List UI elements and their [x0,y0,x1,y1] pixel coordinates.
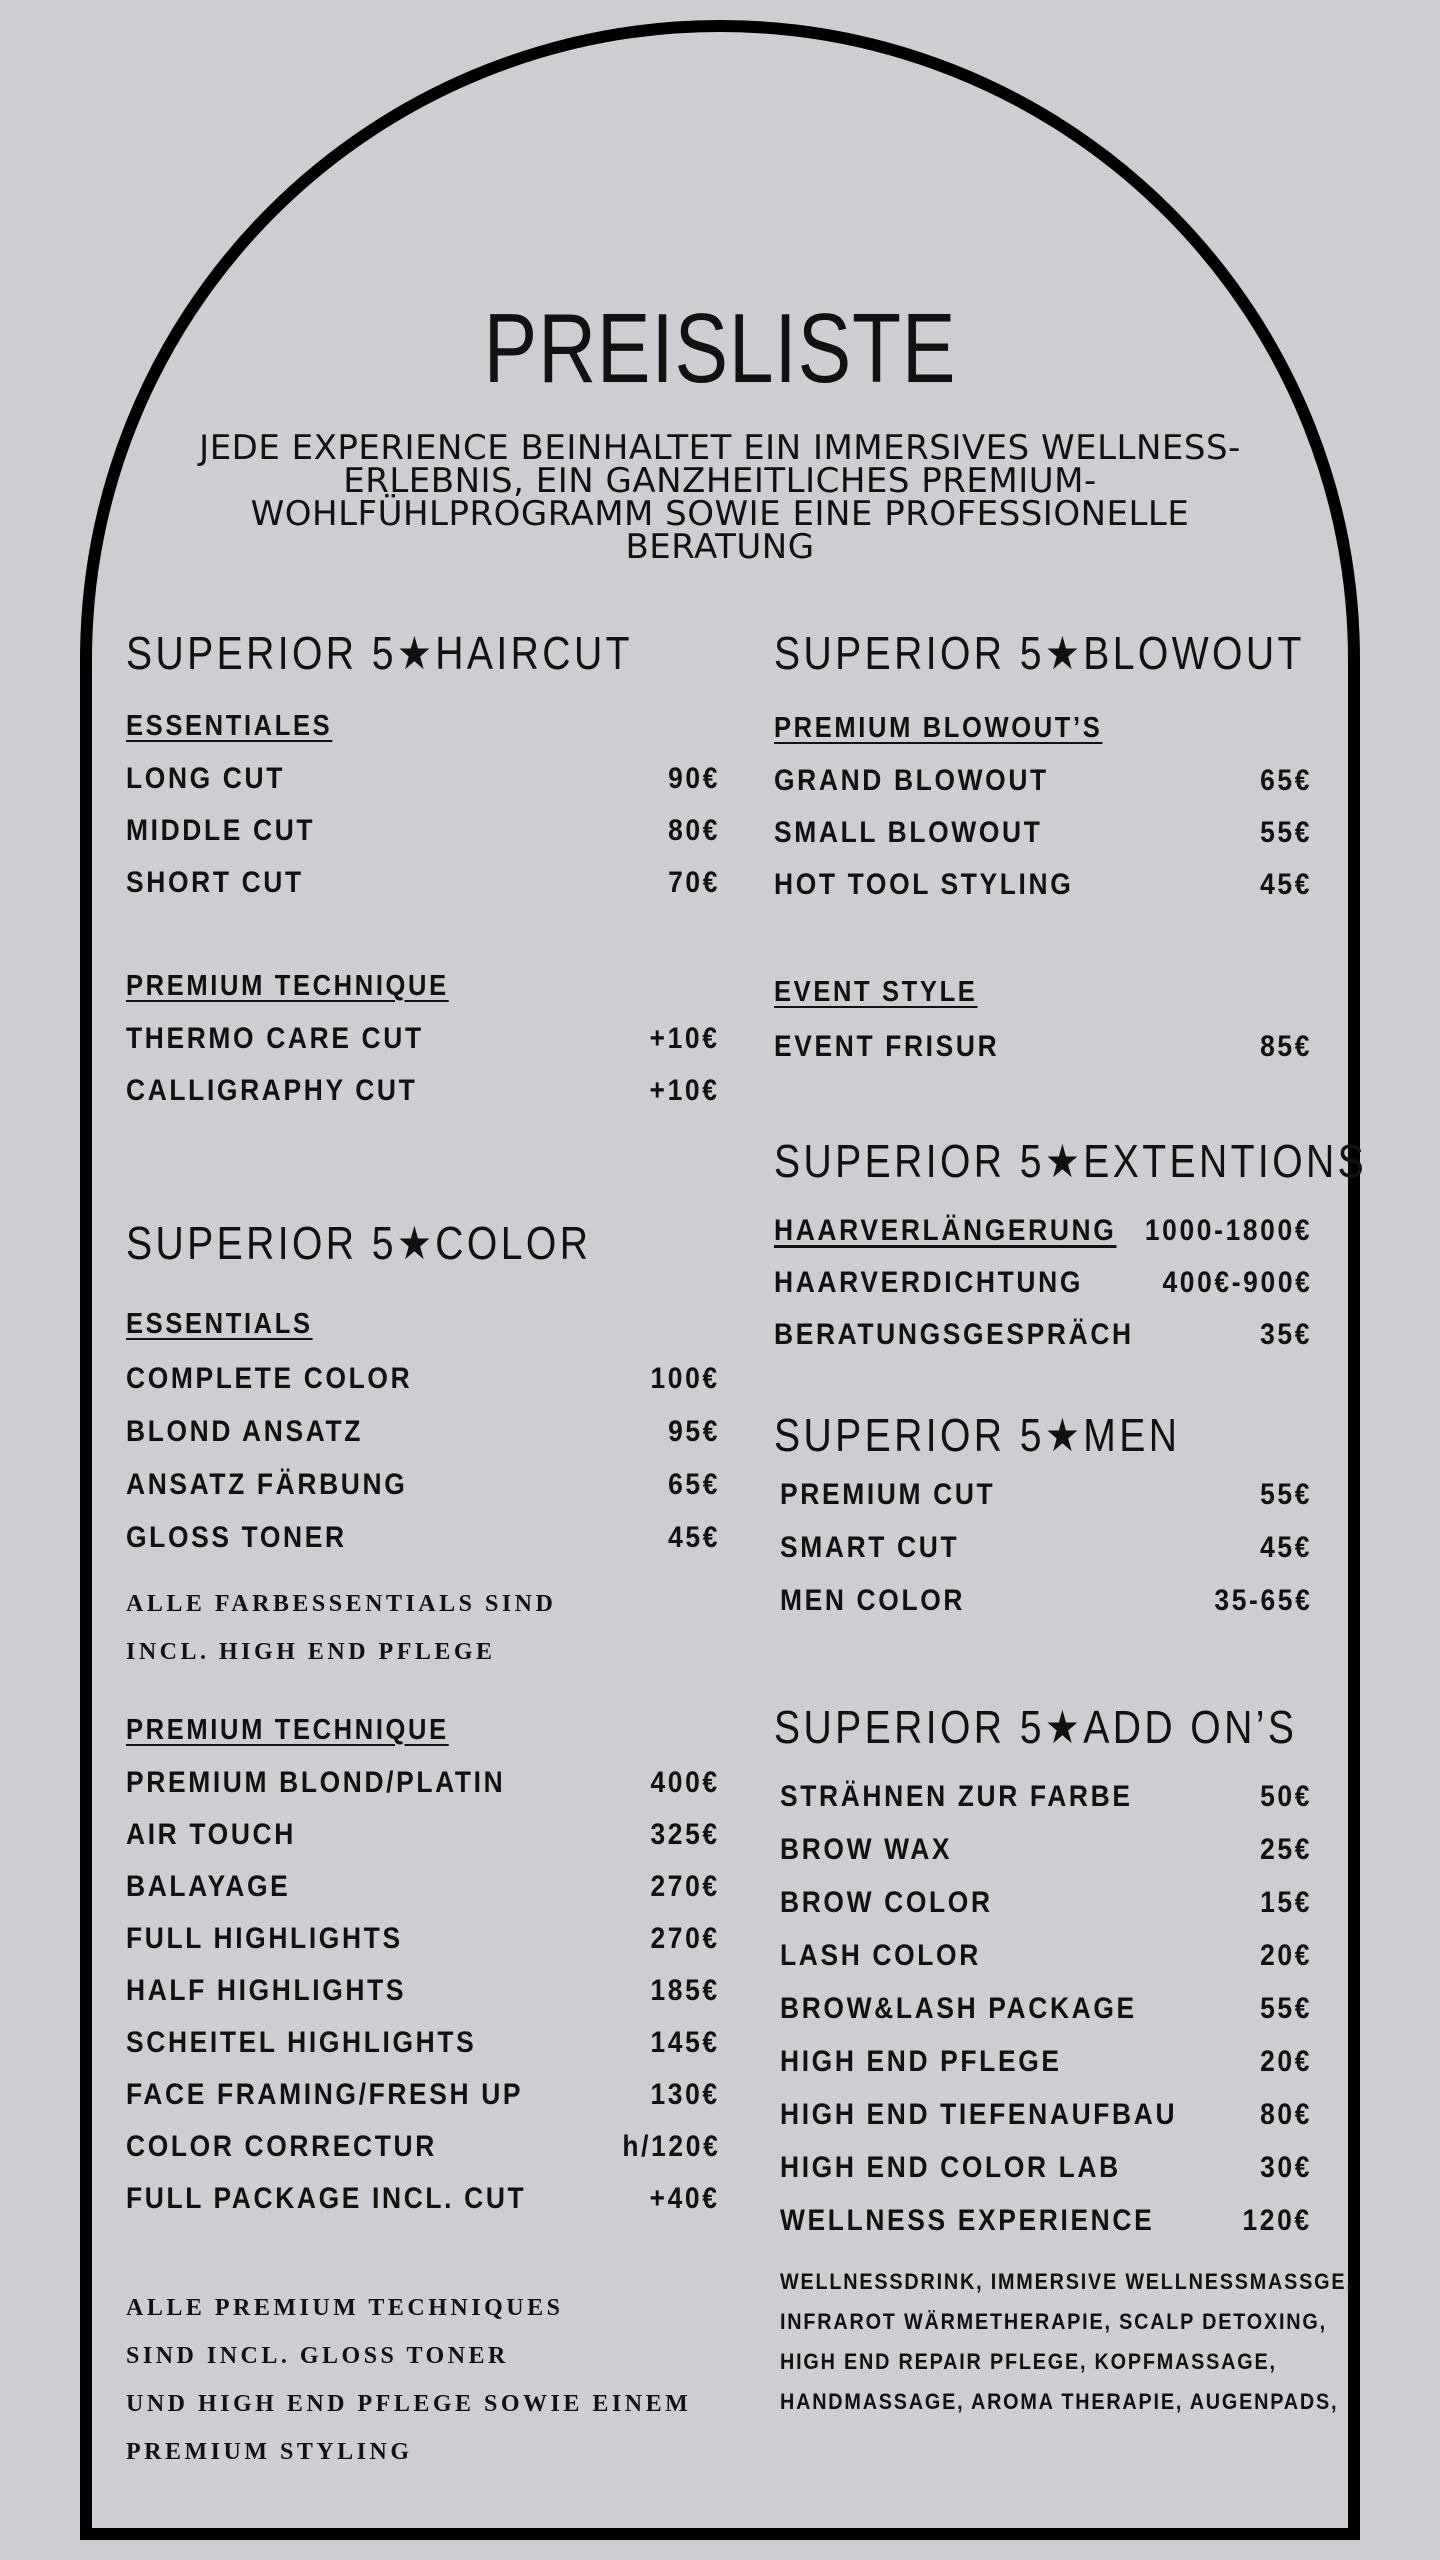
color-essentials-note-2: INCL. HIGH END PFLEGE [126,1639,496,1665]
service-name: HAARVERDICHTUNG [774,1266,1083,1299]
service-name: HAARVERLÄNGERUNG [774,1214,1117,1247]
color-essentials-note-1: ALLE FARBESSENTIALS SIND [126,1591,557,1617]
service-name: COLOR CORRECTUR [126,2130,437,2163]
service-name: PREMIUM BLOND/PLATIN [126,1766,506,1799]
price-row [774,2098,1312,2138]
service-price: 35€ [1260,1318,1312,1351]
service-price: +10€ [649,1074,720,1107]
price-row [126,1022,720,1062]
service-name: BLOND ANSATZ [126,1415,363,1448]
service-price: 45€ [1260,1531,1312,1564]
blowout-title: SUPERIOR 5★BLOWOUT [774,627,1305,679]
price-row [126,1415,720,1455]
price-row [126,1074,720,1114]
service-name: BALAYAGE [126,1870,291,1903]
price-row [126,1818,720,1858]
price-row [126,1922,720,1962]
service-price: 80€ [1260,2098,1312,2131]
service-price: 325€ [650,1818,720,1851]
price-row [774,1531,1312,1571]
service-price: 130€ [650,2078,720,2111]
service-price: 145€ [650,2026,720,2059]
service-price: h/120€ [621,2130,720,2163]
service-name: HIGH END COLOR LAB [780,2151,1121,2184]
service-price: 185€ [650,1974,720,2007]
extentions-title: SUPERIOR 5★EXTENTIONS [774,1135,1368,1187]
wellness-note-2: INFRAROT WÄRMETHERAPIE, SCALP DETOXING, [780,2309,1327,2334]
price-row [774,1584,1312,1624]
service-name: GRAND BLOWOUT [774,764,1049,797]
service-price: 65€ [1260,764,1312,797]
price-row [774,1030,1312,1070]
price-row [774,1939,1312,1979]
addons-title: SUPERIOR 5★ADD ON’S [774,1701,1298,1753]
color-title: SUPERIOR 5★COLOR [126,1217,592,1269]
service-name: BROW WAX [780,1833,953,1866]
service-name: FACE FRAMING/FRESH UP [126,2078,524,2111]
price-row [126,1766,720,1806]
price-row [774,1318,1312,1358]
service-name: LONG CUT [126,762,285,795]
service-price: 55€ [1260,816,1312,849]
price-row [126,1362,720,1402]
service-price: 55€ [1260,1478,1312,1511]
service-name: MEN COLOR [780,1584,966,1617]
service-price: +10€ [649,1022,720,1055]
price-row [774,1833,1312,1873]
service-name: SCHEITEL HIGHLIGHTS [126,2026,477,2059]
service-name: COMPLETE COLOR [126,1362,413,1395]
service-name: WELLNESS EXPERIENCE [780,2204,1155,2237]
price-row [774,1266,1312,1306]
price-row [126,1974,720,2014]
service-price: 45€ [1260,868,1312,901]
service-name: EVENT FRISUR [774,1030,1000,1063]
wellness-note-4: HANDMASSAGE, AROMA THERAPIE, AUGENPADS, [780,2389,1339,2414]
price-row [126,814,720,854]
service-price: 270€ [650,1870,720,1903]
service-name: LASH COLOR [780,1939,981,1972]
service-name: STRÄHNEN ZUR FARBE [780,1780,1133,1813]
price-row [126,1870,720,1910]
service-name: PREMIUM CUT [780,1478,996,1511]
price-row [774,816,1312,856]
price-row [126,1521,720,1561]
service-price: 120€ [1242,2204,1312,2237]
price-row [774,2045,1312,2085]
wellness-note-3: HIGH END REPAIR PFLEGE, KOPFMASSAGE, [780,2349,1277,2374]
price-row [126,762,720,802]
service-name: SHORT CUT [126,866,304,899]
service-name: CALLIGRAPHY CUT [126,1074,418,1107]
blowout-premium-label: PREMIUM BLOWOUT’S [774,712,1103,744]
page-title: PREISLISTE [483,293,957,403]
service-price: 35-65€ [1213,1584,1312,1617]
color-essentials-label: ESSENTIALS [126,1308,313,1340]
haircut-premium-label: PREMIUM TECHNIQUE [126,970,449,1002]
service-price: 1000-1800€ [1144,1214,1312,1247]
service-name: MIDDLE CUT [126,814,316,847]
service-price: 100€ [650,1362,720,1395]
service-price: 20€ [1260,1939,1312,1972]
service-price: 25€ [1260,1833,1312,1866]
price-row [774,2204,1312,2244]
price-row [774,1780,1312,1820]
page-subtitle: JEDE EXPERIENCE BEINHALTET EIN IMMERSIVES WELLNESS-ERLEBNIS, EIN GANZHEITLICHES PREMIUM-WOHLFÜHLPROGRAMM SOWIE EINE PROFESSIONELLE BERATUNG [199,428,1241,567]
haircut-title: SUPERIOR 5★HAIRCUT [126,627,633,679]
service-price: 95€ [668,1415,720,1448]
service-name: SMALL BLOWOUT [774,816,1043,849]
price-row [126,2182,720,2222]
service-price: 400€ [650,1766,720,1799]
service-name: BERATUNGSGESPRÄCH [774,1318,1134,1351]
price-row [126,866,720,906]
service-price: 20€ [1260,2045,1312,2078]
price-row [774,1478,1312,1518]
service-name: BROW COLOR [780,1886,993,1919]
service-price: 270€ [650,1922,720,1955]
service-price: 80€ [668,814,720,847]
service-name: AIR TOUCH [126,1818,296,1851]
service-name: HOT TOOL STYLING [774,868,1074,901]
service-price: 55€ [1260,1992,1312,2025]
blowout-event-label: EVENT STYLE [774,976,978,1008]
color-premium-note-1: ALLE PREMIUM TECHNIQUES [126,2295,564,2321]
price-row [126,2026,720,2066]
service-name: FULL HIGHLIGHTS [126,1922,403,1955]
service-name: HALF HIGHLIGHTS [126,1974,407,2007]
price-row [774,2151,1312,2191]
service-name: THERMO CARE CUT [126,1022,424,1055]
color-premium-note-3: UND HIGH END PFLEGE SOWIE EINEM [126,2391,692,2417]
service-name: SMART CUT [780,1531,960,1564]
left-column [126,0,720,2560]
service-name: GLOSS TONER [126,1521,347,1554]
color-premium-note-4: PREMIUM STYLING [126,2439,413,2465]
wellness-note-1: WELLNESSDRINK, IMMERSIVE WELLNESSMASSGE, [780,2269,1354,2294]
color-premium-note-2: SIND INCL. GLOSS TONER [126,2343,509,2369]
service-name: BROW&LASH PACKAGE [780,1992,1137,2025]
service-price: 45€ [668,1521,720,1554]
service-price: 85€ [1260,1030,1312,1063]
service-price: 70€ [668,866,720,899]
price-row [126,1468,720,1508]
color-premium-label: PREMIUM TECHNIQUE [126,1714,449,1746]
service-price: 400€-900€ [1161,1266,1312,1299]
service-price: 15€ [1260,1886,1312,1919]
service-price: +40€ [649,2182,720,2215]
price-row [774,1886,1312,1926]
price-row [774,1992,1312,2032]
price-row [774,1214,1312,1254]
price-row [774,868,1312,908]
service-name: ANSATZ FÄRBUNG [126,1468,408,1501]
service-price: 50€ [1260,1780,1312,1813]
haircut-essentials-label: ESSENTIALES [126,710,333,742]
service-name: HIGH END TIEFENAUFBAU [780,2098,1178,2131]
service-price: 30€ [1260,2151,1312,2184]
right-column [774,0,1368,2560]
price-row [126,2078,720,2118]
service-name: HIGH END PFLEGE [780,2045,1062,2078]
price-row [126,2130,720,2170]
service-price: 90€ [668,762,720,795]
service-name: FULL PACKAGE INCL. CUT [126,2182,527,2215]
men-title: SUPERIOR 5★MEN [774,1409,1181,1461]
service-price: 65€ [668,1468,720,1501]
price-row [774,764,1312,804]
